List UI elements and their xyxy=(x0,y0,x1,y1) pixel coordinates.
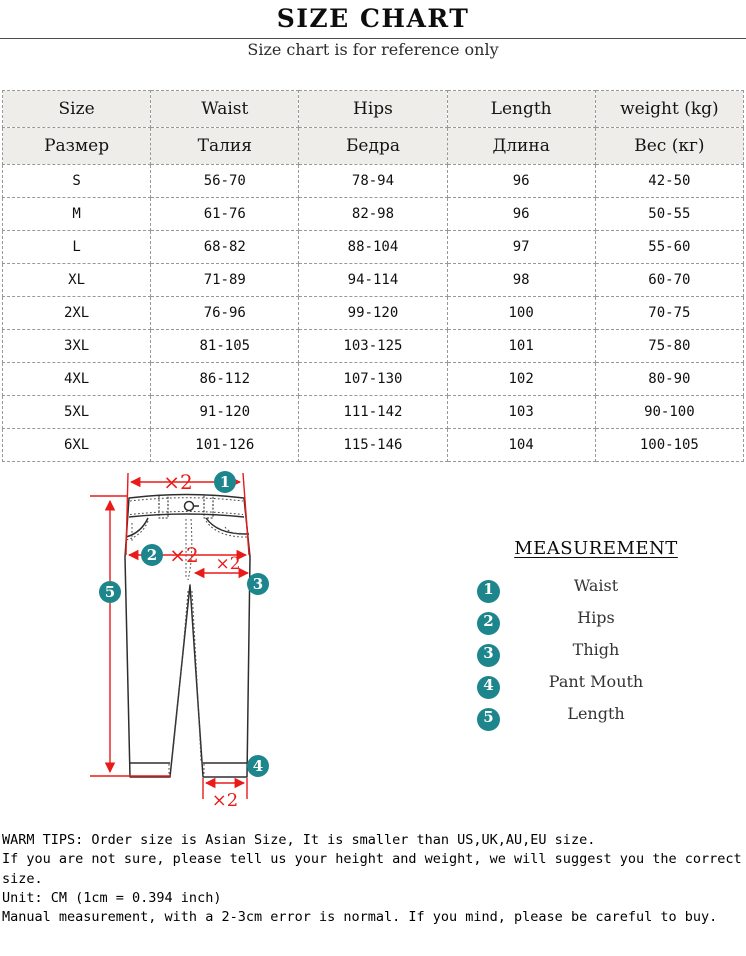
cell-waist: 68-82 xyxy=(151,231,299,264)
hips-times-label: ×2 xyxy=(169,543,199,567)
measurement-legend xyxy=(440,538,746,736)
cell-waist: 81-105 xyxy=(151,330,299,363)
cell-size: 4XL xyxy=(3,363,151,396)
header-cell-weight: weight (kg) xyxy=(595,91,743,128)
legend-label-length: Length xyxy=(567,704,625,723)
cell-waist: 71-89 xyxy=(151,264,299,297)
legend-badge-1: 1 xyxy=(477,580,500,603)
cell-waist: 61-76 xyxy=(151,198,299,231)
size-table xyxy=(2,90,744,462)
badge-1-number: 1 xyxy=(219,473,231,491)
cell-size: 3XL xyxy=(3,330,151,363)
header-cell-size: Size xyxy=(3,91,151,128)
cell-weight: 100-105 xyxy=(595,429,743,462)
cell-waist: 86-112 xyxy=(151,363,299,396)
warm-tips-line: Unit: CM (1cm = 0.394 inch) xyxy=(2,889,222,906)
header-cell-waist-ru: Талия xyxy=(151,128,299,165)
legend-label-hips: Hips xyxy=(577,608,615,627)
page-title: SIZE CHART xyxy=(276,4,470,33)
cell-hips: 82-98 xyxy=(299,198,447,231)
legend-item xyxy=(440,576,746,608)
table-row xyxy=(3,363,744,396)
cell-hips: 78-94 xyxy=(299,165,447,198)
cell-size: M xyxy=(3,198,151,231)
warm-tips xyxy=(2,831,744,927)
warm-tips-line: Manual measurement, with a 2-3cm error is normal. If you mind, please be careful to buy. xyxy=(2,909,718,926)
cell-weight: 70-75 xyxy=(595,297,743,330)
header-cell-hips: Hips xyxy=(299,91,447,128)
header-cell-length-ru: Длина xyxy=(447,128,595,165)
table-row xyxy=(3,165,744,198)
cell-hips: 88-104 xyxy=(299,231,447,264)
cell-hips: 94-114 xyxy=(299,264,447,297)
waist-times-label: ×2 xyxy=(163,470,193,494)
cell-size: S xyxy=(3,165,151,198)
cell-weight: 50-55 xyxy=(595,198,743,231)
legend-badge-2: 2 xyxy=(477,612,500,635)
cell-length: 97 xyxy=(447,231,595,264)
legend-badge-5: 5 xyxy=(477,708,500,731)
legend-badge-4: 4 xyxy=(477,676,500,699)
warm-tips-line: WARM TIPS: Order size is Asian Size, It is smaller than US,UK,AU,EU size. xyxy=(2,832,596,848)
legend-badge-3: 3 xyxy=(477,644,500,667)
table-row xyxy=(3,429,744,462)
legend-item xyxy=(440,640,746,672)
cell-length: 96 xyxy=(447,198,595,231)
page-subtitle: Size chart is for reference only xyxy=(247,40,499,59)
table-row xyxy=(3,198,744,231)
cell-length: 101 xyxy=(447,330,595,363)
cell-size: 2XL xyxy=(3,297,151,330)
cell-hips: 115-146 xyxy=(299,429,447,462)
cell-size: 5XL xyxy=(3,396,151,429)
header-cell-hips-ru: Бедра xyxy=(299,128,447,165)
cell-waist: 91-120 xyxy=(151,396,299,429)
cell-weight: 42-50 xyxy=(595,165,743,198)
table-row xyxy=(3,330,744,363)
table-header-row-en xyxy=(3,91,744,128)
mouth-times-label: ×2 xyxy=(211,790,239,811)
legend-item xyxy=(440,704,746,736)
cell-weight: 55-60 xyxy=(595,231,743,264)
table-row xyxy=(3,297,744,330)
cell-waist: 76-96 xyxy=(151,297,299,330)
legend-label-waist: Waist xyxy=(573,576,619,595)
warm-tips-line: size. xyxy=(2,870,43,887)
header-cell-size-ru: Размер xyxy=(3,128,151,165)
badge-4-number: 4 xyxy=(252,757,264,775)
legend-item xyxy=(440,608,746,640)
cell-length: 98 xyxy=(447,264,595,297)
legend-item xyxy=(440,672,746,704)
warm-tips-line: If you are not sure, please tell us your height and weight, we will suggest you the correct xyxy=(2,851,742,868)
pants-diagram xyxy=(85,465,320,820)
table-header-row-ru xyxy=(3,128,744,165)
header-cell-length: Length xyxy=(447,91,595,128)
table-row xyxy=(3,231,744,264)
badge-5-number: 5 xyxy=(104,583,116,601)
cell-length: 96 xyxy=(447,165,595,198)
cell-weight: 75-80 xyxy=(595,330,743,363)
cell-size: 6XL xyxy=(3,429,151,462)
title-divider xyxy=(0,38,746,39)
cell-hips: 107-130 xyxy=(299,363,447,396)
cell-hips: 99-120 xyxy=(299,297,447,330)
cell-length: 103 xyxy=(447,396,595,429)
cell-waist: 101-126 xyxy=(151,429,299,462)
legend-label-thigh: Thigh xyxy=(572,640,620,659)
cell-size: L xyxy=(3,231,151,264)
thigh-times-label: ×2 xyxy=(215,554,241,574)
measurement-heading: MEASUREMENT xyxy=(514,538,678,559)
pants-outline xyxy=(125,495,250,778)
cell-length: 100 xyxy=(447,297,595,330)
table-row xyxy=(3,264,744,297)
cell-weight: 60-70 xyxy=(595,264,743,297)
header-cell-waist: Waist xyxy=(151,91,299,128)
cell-size: XL xyxy=(3,264,151,297)
cell-hips: 103-125 xyxy=(299,330,447,363)
table-row xyxy=(3,396,744,429)
cell-weight: 80-90 xyxy=(595,363,743,396)
cell-weight: 90-100 xyxy=(595,396,743,429)
cell-length: 104 xyxy=(447,429,595,462)
cell-length: 102 xyxy=(447,363,595,396)
cell-waist: 56-70 xyxy=(151,165,299,198)
cell-hips: 111-142 xyxy=(299,396,447,429)
badge-2-number: 2 xyxy=(146,546,158,564)
legend-label-pant-mouth: Pant Mouth xyxy=(548,672,644,691)
badge-3-number: 3 xyxy=(252,575,264,593)
header-cell-weight-ru: Вес (кг) xyxy=(595,128,743,165)
